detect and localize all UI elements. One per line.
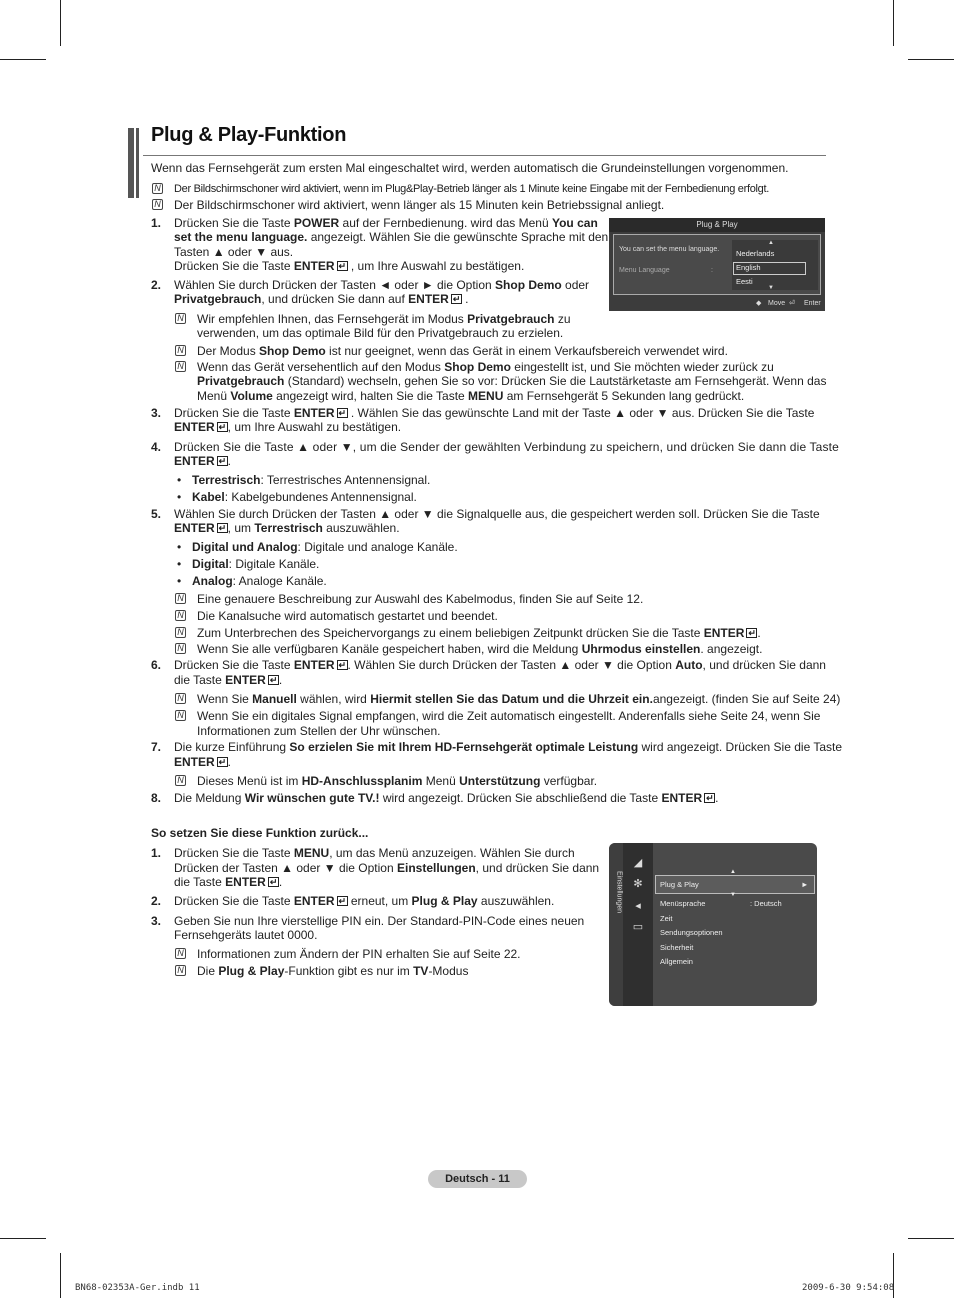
bullet: • (177, 473, 182, 487)
enter-icon (217, 757, 228, 767)
arrow-up-icon: ▲ (730, 869, 736, 875)
enter-icon (451, 294, 462, 304)
crop-mark (0, 1238, 46, 1239)
menu-item-plug-and-play[interactable]: Plug & Play (660, 880, 699, 889)
move-label: Move (768, 300, 786, 307)
bullet-text: Terrestrisch: Terrestrisches Antennensignal. (192, 473, 431, 487)
title-accent-bar (128, 128, 134, 198)
page-number-badge: Deutsch - 11 (428, 1170, 527, 1188)
gear-icon[interactable]: ✻ (633, 878, 643, 890)
bullet-text: Digital: Digitale Kanäle. (192, 557, 320, 571)
bullet: • (177, 557, 182, 571)
crop-mark (60, 1253, 61, 1298)
arrow-down-icon: ▼ (768, 285, 774, 291)
crop-mark (908, 1238, 954, 1239)
step-number: 6. (151, 658, 162, 672)
enter-small-icon: ⏎ (789, 300, 795, 307)
language-list[interactable] (732, 240, 818, 290)
note-text: Informationen zum Ändern der PIN erhalten Sie auf Seite 22. (197, 947, 521, 961)
step-text: Drücken Sie die Taste ENTER↵ erneut, um Plug & Play auszuwählen. (174, 894, 554, 909)
step-text: die Taste ENTER↵ . (174, 673, 282, 688)
step-text: ENTER↵ . (174, 454, 231, 469)
step-text: Fernsehgeräts lautet 0000. (174, 928, 318, 942)
title-accent-bar (136, 128, 139, 198)
note-text: Wenn das Gerät versehentlich auf den Modus Shop Demo eingestellt ist, und Sie möchten wieder zurück zu (197, 360, 774, 374)
note-icon: N (175, 643, 186, 654)
footer-file: BN68-02353A-Ger.indb 11 (75, 1283, 200, 1293)
intro-text: Wenn das Fernsehgerät zum ersten Mal eingeschaltet wird, werden automatisch die Grundeinstellungen vorgenommen. (151, 161, 789, 175)
enter-icon (704, 793, 715, 803)
step-number: 1. (151, 216, 162, 230)
crop-mark (908, 59, 954, 60)
menu-item-sicherheit[interactable]: Sicherheit (660, 943, 694, 952)
enter-icon (217, 523, 228, 533)
step-text: Drücken Sie die Taste MENU, um das Menü anzuzeigen. Wählen Sie durch (174, 846, 575, 860)
arrow-down-icon: ▼ (730, 892, 736, 898)
step-text: ENTER↵ , um Ihre Auswahl zu bestätigen. (174, 420, 401, 435)
note-icon: N (175, 965, 186, 976)
step-text: Drücken Sie die Taste ENTER↵ . Wählen Sie durch Drücken der Tasten ▲ oder ▼ die Option Auto, und drücken Sie dann (174, 658, 826, 673)
note-icon: N (175, 775, 186, 786)
step-text: Die Meldung Wir wünschen gute TV.! wird angezeigt. Drücken Sie abschließend die Taste ENTER↵ . (174, 791, 718, 806)
note-text: Eine genauere Beschreibung zur Auswahl des Kabelmodus, finden Sie auf Seite 12. (197, 592, 644, 606)
note-text: Wenn Sie ein digitales Signal empfangen, wird die Zeit automatisch eingestellt. Anderenfalls siehe Seite 24, wenn Sie (197, 709, 821, 723)
language-option[interactable]: Eesti (736, 277, 753, 286)
crop-mark (0, 59, 46, 60)
step-number: 4. (151, 440, 162, 454)
enter-icon (337, 896, 348, 906)
note-text: Menü Volume angezeigt wird, halten Sie die Taste MENU am Fernsehgerät 5 Sekunden lang gedrückt. (197, 389, 745, 403)
step-number: 1. (151, 846, 162, 860)
note-icon: N (152, 183, 163, 194)
crop-mark (893, 0, 894, 46)
arrow-right-icon: ► (801, 880, 809, 889)
bullet-text: Analog: Analoge Kanäle. (192, 574, 327, 588)
reset-heading: So setzen Sie diese Funktion zurück... (151, 826, 369, 840)
note-icon: N (175, 710, 186, 721)
screen-header: Plug & Play (609, 218, 825, 232)
note-text: Zum Unterbrechen des Speichervorgangs zu einem beliebigen Zeitpunkt drücken Sie die Taste ENTER↵ . (197, 626, 761, 641)
note-text: Dieses Menü ist im HD-Anschlussplanim Menü Unterstützung verfügbar. (197, 774, 598, 788)
note-text: Wenn Sie Manuell wählen, wird Hiermit stellen Sie das Datum und die Uhrzeit ein.angezeigt. (finden Sie auf Seite 24) (197, 692, 841, 706)
enter-icon (217, 456, 228, 466)
menu-item-menusprache[interactable]: Menüsprache (660, 899, 706, 908)
note-text: Wir empfehlen Ihnen, das Fernsehgerät im Modus Privatgebrauch zu (197, 312, 571, 326)
step-number: 7. (151, 740, 162, 754)
step-number: 3. (151, 914, 162, 928)
enter-icon (337, 660, 348, 670)
bullet-text: Kabel: Kabelgebundenes Antennensignal. (192, 490, 417, 504)
step-text: Drücken Sie die Taste ▲ oder ▼, um die Sender der gewählten Verbindung zu speichern, und drücken Sie dann die Taste (174, 440, 839, 454)
enter-icon (337, 408, 348, 418)
footer-timestamp: 2009-6-30 9:54:08 (802, 1283, 895, 1293)
language-option[interactable]: Nederlands (736, 249, 775, 258)
note-icon: N (175, 313, 186, 324)
note-icon: N (175, 593, 186, 604)
arrow-up-icon: ▲ (768, 240, 774, 246)
channel-icon: ◂ (635, 900, 641, 912)
plug-and-play-screen (609, 218, 825, 311)
menu-language-label: Menu Language (619, 267, 670, 274)
crop-mark (60, 0, 61, 46)
step-number: 3. (151, 406, 162, 420)
step-text: Drücken der Tasten ▲ oder ▼ die Option Einstellungen, und drücken Sie dann (174, 861, 600, 875)
note-icon: N (175, 948, 186, 959)
move-icon: ◆ (756, 300, 762, 307)
step-text: Tasten ▲ oder ▼ aus. (174, 245, 294, 259)
menu-item-sendungsoptionen[interactable]: Sendungsoptionen (660, 928, 723, 937)
step-text: ENTER↵ . (174, 755, 231, 770)
step-text: Drücken Sie die Taste ENTER↵ , um Ihre Auswahl zu bestätigen. (174, 259, 524, 274)
note-text: Die Plug & Play-Funktion gibt es nur im TV-Modus (197, 964, 469, 978)
enter-icon (268, 675, 279, 685)
step-text: Privatgebrauch, und drücken Sie dann auf ENTER↵ . (174, 292, 469, 307)
note-icon: N (175, 693, 186, 704)
note-text: Privatgebrauch (Standard) wechseln, gehen Sie so vor: Drücken Sie die Lautstärketaste am Fernsehgerät. Wenn das (197, 374, 827, 388)
menusprache-value: : Deutsch (750, 899, 782, 908)
step-text: Drücken Sie die Taste ENTER↵ . Wählen Sie das gewünschte Land mit der Taste ▲ oder ▼ aus. Drücken Sie die Taste (174, 406, 814, 421)
colon: : (711, 267, 713, 274)
step-number: 2. (151, 278, 162, 292)
note-text: Der Bildschirmschoner wird aktiviert, wenn im Plug&Play-Betrieb länger als 1 Minute keine Eingabe mit der Fernbedienung erfolgt. (174, 183, 770, 195)
screen-body (613, 234, 821, 295)
note-icon: N (175, 610, 186, 621)
title-rule (143, 155, 826, 156)
note-icon: N (175, 627, 186, 638)
note-text: Der Bildschirmschoner wird aktiviert, wenn länger als 15 Minuten kein Betriebssignal anliegt. (174, 198, 665, 212)
enter-icon (217, 422, 228, 432)
enter-icon (268, 877, 279, 887)
settings-menu-screen (609, 843, 817, 1006)
step-text: ENTER↵ , um Terrestrisch auszuwählen. (174, 521, 400, 536)
side-strip (609, 843, 623, 1006)
step-text: Wählen Sie durch Drücken der Tasten ▲ oder ▼ die Signalquelle aus, die gespeichert werden soll. Drücken Sie die Taste (174, 507, 820, 521)
picture-icon: ◢ (633, 857, 643, 869)
note-text: verwenden, um das optimale Bild für den Privatgebrauch zu erzielen. (197, 326, 564, 340)
step-number: 2. (151, 894, 162, 908)
note-icon: N (152, 199, 163, 210)
note-text: Der Modus Shop Demo ist nur geeignet, wenn das Gerät in einem Verkaufsbereich verwendet wird. (197, 344, 728, 358)
enter-icon (337, 261, 348, 271)
bullet-text: Digital und Analog: Digitale und analoge Kanäle. (192, 540, 458, 554)
step-text: die Taste ENTER↵ . (174, 875, 282, 890)
bullet: • (177, 574, 182, 588)
note-text: Wenn Sie alle verfügbaren Kanäle gespeichert haben, wird die Meldung Uhrmodus einstellen. angezeigt. (197, 642, 763, 656)
step-text: Geben Sie nun Ihre vierstellige PIN ein. Der Standard-PIN-Code eines neuen (174, 914, 585, 928)
screen-prompt: You can set the menu language. (619, 246, 720, 253)
step-text: Drücken Sie die Taste POWER auf der Fernbedienung. wird das Menü You can (174, 216, 598, 230)
input-icon: ▭ (632, 921, 644, 933)
bullet: • (177, 540, 182, 554)
note-icon: N (175, 345, 186, 356)
step-text: Die kurze Einführung So erzielen Sie mit Ihrem HD-Fernsehgerät optimale Leistung wird angezeigt. Drücken Sie die Taste (174, 740, 843, 754)
language-option[interactable]: English (736, 263, 761, 272)
settings-side-label: Einstellungen (615, 871, 623, 914)
step-number: 8. (151, 791, 162, 805)
note-text: Informationen zum Stellen der Uhr wünschen. (197, 724, 441, 738)
enter-icon (746, 628, 757, 638)
step-text: set the menu language. angezeigt. Wählen Sie die gewünschte Sprache mit den (174, 230, 609, 244)
step-text: Wählen Sie durch Drücken der Tasten ◄ oder ► die Option Shop Demo oder (174, 278, 590, 292)
menu-item-allgemein[interactable]: Allgemein (660, 957, 693, 966)
page-title: Plug & Play-Funktion (151, 124, 347, 146)
bullet: • (177, 490, 182, 504)
menu-item-zeit[interactable]: Zeit (660, 914, 673, 923)
note-text: Die Kanalsuche wird automatisch gestartet und beendet. (197, 609, 498, 623)
enter-label: Enter (804, 300, 821, 307)
note-icon: N (175, 361, 186, 372)
step-number: 5. (151, 507, 162, 521)
